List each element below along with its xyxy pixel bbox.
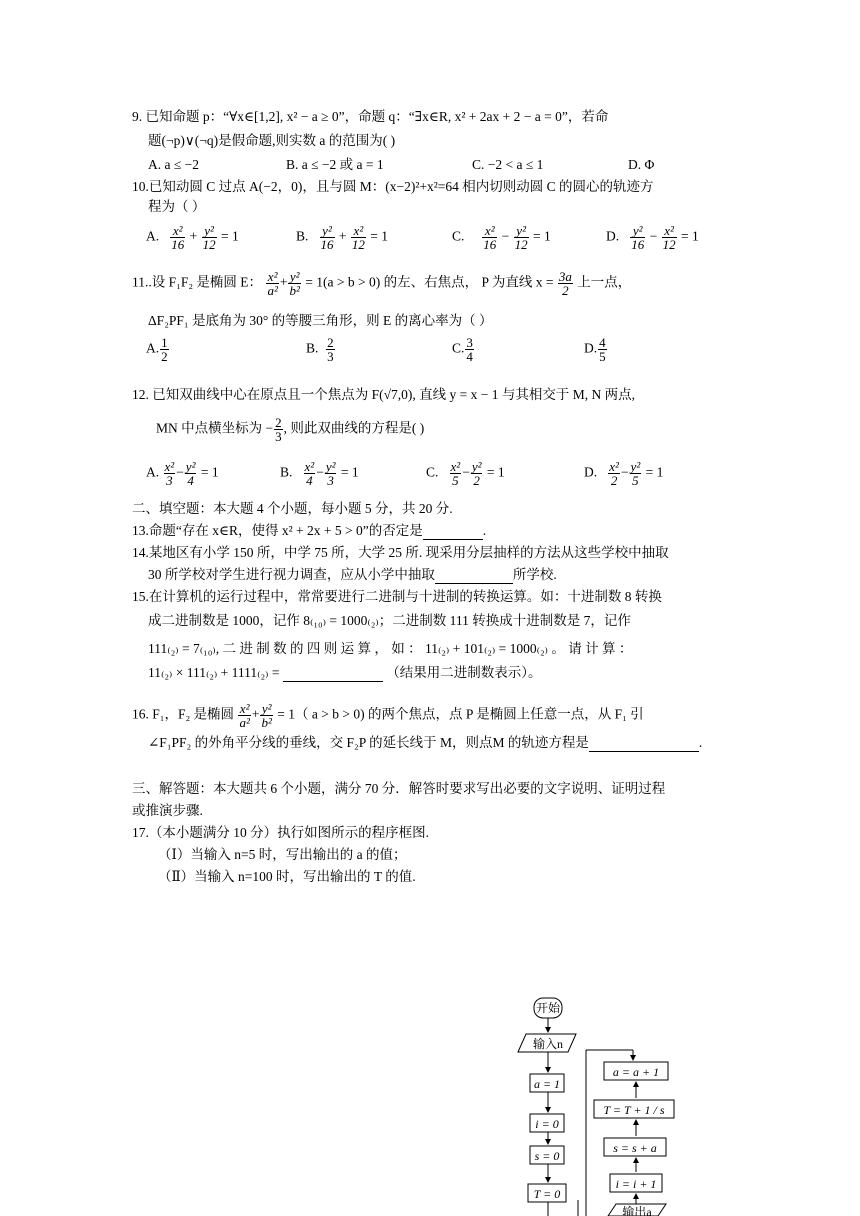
start-label: 开始 bbox=[535, 1001, 561, 1015]
q14-line2: 30 所学校对学生进行视力调查，应从小学中抽取 所学校. bbox=[148, 567, 557, 582]
section3-heading-2: 或推演步骤. bbox=[132, 803, 203, 818]
q12-line2: MN 中点横坐标为 − $\frac{2}{3}$ , 则此双曲线的方程是( ) bbox=[156, 415, 425, 444]
q17-part-ii: （Ⅱ）当输入 n=100 时，写出输出的 T 的值. bbox=[158, 869, 416, 884]
q13-blank[interactable] bbox=[423, 525, 483, 540]
section2-heading: 二、填空题：本大题 4 个小题，每小题 5 分，共 20 分. bbox=[132, 501, 453, 516]
q16-blank[interactable] bbox=[589, 737, 699, 752]
s-update-label: s = s + a bbox=[613, 1141, 657, 1155]
q11-option-b: B. $\frac{2}{3}$ bbox=[306, 335, 334, 364]
T0-label: T = 0 bbox=[533, 1187, 561, 1201]
input-label: 输入n bbox=[532, 1037, 564, 1051]
q10-option-b: B. $\frac{\text{y²}}{16}$ + $\frac{\text{x²}}{12}$ = 1 bbox=[296, 223, 389, 252]
q11-line1: 11..设 F₁F₂ 是椭圆 E： $\frac{\text{x²}}{\text{a²}}$ + $\frac{\text{y²}}{\text{b²}}$ = 1(a > b > 0) 的左、右焦点， P 为直线 x = $\frac{3a}{2}$ 上一点， bbox=[132, 269, 632, 298]
q14-line1: 14.某地区有小学 150 所，中学 75 所，大学 25 所. 现采用分层抽样的方法从这些学校中抽取 bbox=[132, 545, 669, 560]
T-update-label: T = T + 1 / s bbox=[603, 1103, 665, 1117]
q15-blank[interactable] bbox=[283, 667, 383, 682]
q10-option-a: A. $\frac{\text{x²}}{16}$ + $\frac{\text{y²}}{12}$ = 1 bbox=[146, 223, 239, 252]
a1-label: a = 1 bbox=[533, 1077, 561, 1091]
output-label: 输出a bbox=[622, 1205, 652, 1216]
q9-line1: 9. 已知命题 p：“∀x∈[1,2], x² − a ≥ 0”，命题 q：“∃x∈R, x² + 2ax + 2 − a = 0”，若命 bbox=[132, 109, 609, 124]
q12-option-c: C. $\frac{\text{x²}}{5}$ − $\frac{\text{y²}}{2}$ = 1 bbox=[426, 459, 505, 488]
q9-line2: 题(¬p)∨(¬q)是假命题,则实数 a 的范围为( ) bbox=[148, 133, 396, 148]
q15-line4: 11₍₂₎ × 111₍₂₎ + 1111₍₂₎ = （结果用二进制数表示）。 bbox=[148, 665, 542, 680]
q15-line3: 111₍₂₎ = 7₍₁₀₎, 二 进 制 数 的 四 则 运 算 ， 如 ： 11₍₂₎ + 101₍₂₎ = 1000₍₂₎ 。 请 计 算 ： bbox=[148, 641, 633, 656]
q12-option-b: B. $\frac{\text{x²}}{4}$ − $\frac{\text{y²}}{3}$ = 1 bbox=[280, 459, 359, 488]
q9-option-a: A. a ≤ −2 bbox=[148, 157, 200, 172]
q9-option-d: D. Φ bbox=[628, 157, 655, 172]
q10-line1: 10.已知动圆 C 过点 A(−2，0)，且与圆 M：(x−2)²+x²=64 相内切则动圆 C 的圆心的轨迹方 bbox=[132, 179, 654, 194]
q17-text: 17.（本小题满分 10 分）执行如图所示的程序框图. bbox=[132, 825, 429, 840]
q10-option-d: D. $\frac{\text{y²}}{16}$ − $\frac{\text{x²}}{12}$ = 1 bbox=[606, 223, 699, 252]
i0-label: i = 0 bbox=[535, 1117, 559, 1131]
q11-option-a: A. $\frac{1}{2}$ bbox=[146, 335, 168, 364]
q15-line1: 15.在计算机的运行过程中，常常要进行二进制与十进制的转换运算。如：十进制数 8 转换 bbox=[132, 589, 662, 604]
q13-text: 13.命题“存在 x∈R，使得 x² + 2x + 5 > 0”的否定是 . bbox=[132, 523, 487, 538]
q12-line1: 12. 已知双曲线中心在原点且一个焦点为 F(√7,0), 直线 y = x − 1 与其相交于 M, N 两点, bbox=[132, 387, 636, 402]
i-increment-label: i = i + 1 bbox=[615, 1177, 657, 1191]
q11-line2: ΔF₂PF₁ 是底角为 30° 的等腰三角形，则 E 的离心率为（ ） bbox=[148, 313, 493, 328]
q10-option-c: C. $\frac{\text{x²}}{16}$ − $\frac{\text{y²}}{12}$ = 1 bbox=[452, 223, 551, 252]
q16-line1: 16. F₁，F₂ 是椭圆 $\frac{\text{x²}}{\text{a²}}$ + $\frac{\text{y²}}{\text{b²}}$ = 1（ a > b > 0) 的两个焦点，点 P 是椭圆上任意一点，从 F₁ 引 bbox=[132, 701, 644, 730]
q16-line2: ∠F₁PF₂ 的外角平分线的垂线，交 F₂P 的延长线于 M，则点M 的轨迹方程是 . bbox=[148, 735, 703, 750]
q9-option-c: C. −2 < a ≤ 1 bbox=[472, 157, 544, 172]
section3-heading: 三、解答题：本大题共 6 个小题，满分 70 分．解答时要求写出必要的文字说明、证明过程 bbox=[132, 781, 666, 796]
q17-part-i: （Ⅰ）当输入 n=5 时，写出输出的 a 的值； bbox=[158, 847, 407, 862]
q12-option-a: A. $\frac{\text{x²}}{3}$ − $\frac{\text{y²}}{4}$ = 1 bbox=[146, 459, 219, 488]
q12-option-d: D. $\frac{\text{x²}}{2}$ − $\frac{\text{y²}}{5}$ = 1 bbox=[584, 459, 664, 488]
s0-label: s = 0 bbox=[534, 1149, 560, 1163]
a-increment-label: a = a + 1 bbox=[612, 1065, 660, 1079]
program-flowchart bbox=[500, 990, 700, 1216]
q11-option-c: C. $\frac{3}{4}$ bbox=[452, 335, 473, 364]
q11-option-d: D. $\frac{4}{5}$ bbox=[584, 335, 606, 364]
q14-blank[interactable] bbox=[435, 569, 513, 584]
q9-option-b: B. a ≤ −2 或 a = 1 bbox=[286, 157, 384, 172]
q10-line2: 程为（ ） bbox=[148, 199, 206, 214]
q15-line2: 成二进制数是 1000，记作 8₍₁₀₎ = 1000₍₂₎；二进制数 111 转换成十进制数是 7，记作 bbox=[148, 613, 631, 628]
